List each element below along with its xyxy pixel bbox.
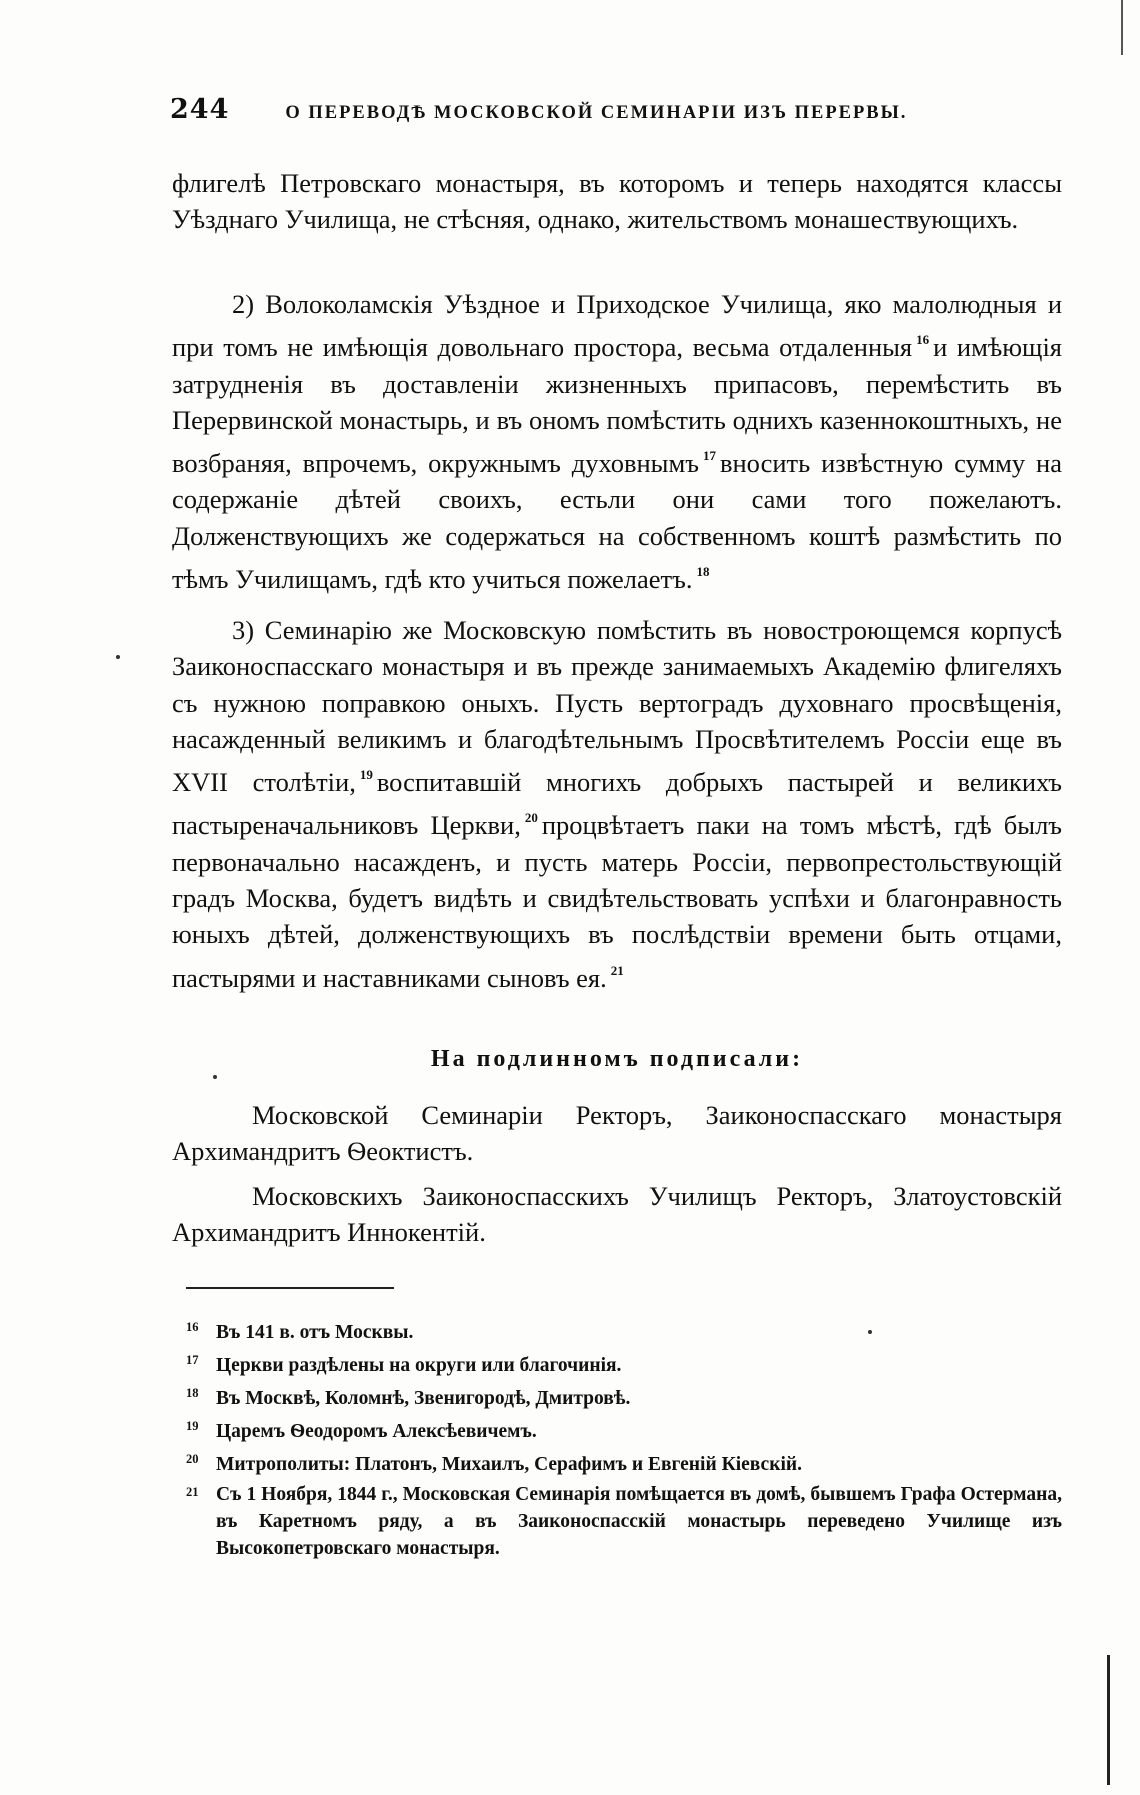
footnote-text: Въ 141 в. отъ Москвы.	[216, 1322, 414, 1343]
footnote-text: Церкви раздѣлены на округи или благочинія.	[216, 1355, 622, 1376]
paragraph-text: и имѣющія затрудненія въ доставленіи жизненныхъ припасовъ, перемѣстить въ Перервинской монастырь, и въ ономъ помѣстить однихъ казеннокоштныхъ, не возбраняя, впрочемъ, окружнымъ духовнымъ	[172, 332, 1062, 479]
footnote-ref-21: 21	[610, 962, 624, 978]
paragraph-text: процвѣтаетъ паки на томъ мѣстѣ, гдѣ былъ первоначально насажденъ, и пусть матерь Россіи, первопрестольствующій градъ Москва, будетъ видѣть и свидѣтельствовать успѣхи и благонравность юныхъ дѣтей, долженствующихъ въ послѣдствіи времени быть отцами, пастырями и наставниками сыновъ ея.	[172, 810, 1062, 993]
footnote-ref-16: 16	[916, 332, 930, 348]
footnote-number: 16	[186, 1320, 199, 1334]
scan-speck	[868, 1330, 872, 1334]
paragraph-text: воспитавшій многихъ добрыхъ пастырей и великихъ пастыреначальниковъ Церкви,	[172, 767, 1062, 841]
paragraph-text: 2) Волоколамскія Уѣздное и Приходское Училища, яко малолюдныя и при томъ не имѣющія довольнаго простора, весьма отдаленныя	[172, 289, 1062, 363]
scan-edge-mark	[1107, 1655, 1110, 1785]
footnote-item	[186, 1415, 1062, 1448]
signature-line: Московскихъ Заиконоспасскихъ Училищъ Ректоръ, Златоустовскій Архимандритъ Иннокентій.	[172, 1181, 1062, 1247]
footnote-item	[186, 1448, 1062, 1481]
footnotes	[186, 1316, 1062, 1562]
paragraph-text: вносить извѣстную сумму на содержаніе дѣтей своихъ, естьли они сами того пожелаютъ. Долженствующихъ же содержаться на собственномъ коштѣ размѣстить по тѣмъ Училищамъ, гдѣ кто учиться пожелаетъ.	[172, 448, 1062, 595]
paragraph-2	[172, 286, 1062, 597]
footnote-ref-18: 18	[696, 564, 710, 580]
footnote-item	[186, 1382, 1062, 1415]
paragraph-text: флигелѣ Петровскаго монастыря, въ которомъ и теперь находятся классы Уѣзднаго Училища, не стѣсняя, однако, жительствомъ монашествующихъ.	[172, 168, 1062, 235]
footnote-ref-17: 17	[702, 448, 716, 464]
footnote-number: 19	[186, 1419, 199, 1433]
signed-heading: На подлинномъ подписали:	[430, 1046, 804, 1072]
footnote-number: 17	[186, 1353, 199, 1367]
footnote-text: Царемъ Ѳеодоромъ Алексѣевичемъ.	[216, 1421, 537, 1442]
footnote-item	[186, 1316, 1062, 1349]
footnote-ref-20: 20	[524, 810, 538, 826]
footnote-number: 21	[186, 1485, 199, 1499]
paragraph-text: 3) Семинарію же Московскую помѣстить въ новостроющемся корпусѣ Заиконоспасскаго монастыря и въ прежде занимаемыхъ Академію флигеляхъ съ нужною поправкою оныхъ. Пусть вертоградъ духовнаго просвѣщенія, насажденный великимъ и благодѣтельнымъ Просвѣтителемъ Россіи еще въ XVII столѣтіи,	[172, 615, 1062, 798]
scan-edge-mark	[1121, 0, 1123, 55]
paragraph-continuation	[172, 165, 1062, 238]
scan-speck	[213, 1075, 217, 1079]
page-number: 244	[170, 94, 230, 125]
footnote-text: Митрополиты: Платонъ, Михаилъ, Серафимъ и Евгеній Кіевскій.	[216, 1454, 802, 1475]
footnote-divider	[186, 1287, 394, 1289]
footnote-item	[186, 1349, 1062, 1382]
footnote-item	[186, 1481, 1062, 1562]
scan-speck	[116, 655, 120, 659]
footnote-text: Въ Москвѣ, Коломнѣ, Звенигородѣ, Дмитровѣ.	[216, 1388, 631, 1409]
page-header	[170, 94, 970, 125]
footnote-number: 20	[186, 1452, 199, 1466]
running-title: О ПЕРЕВОДѢ МОСКОВСКОЙ СЕМИНАРІИ ИЗЪ ПЕРЕРВЫ.	[285, 103, 908, 123]
footnote-number: 18	[186, 1386, 199, 1400]
footnote-ref-19: 19	[359, 767, 373, 783]
footnote-text: Съ 1 Ноября, 1844 г., Московская Семинарія помѣщается въ домѣ, бывшемъ Графа Остермана, въ Каретномъ ряду, а въ Заиконоспасскій монастырь переведено Училище изъ Высокопетровскаго монастыря.	[216, 1484, 1062, 1559]
signature-line: Московской Семинаріи Ректоръ, Заиконоспасскаго монастыря Архимандритъ Ѳеоктистъ.	[172, 1100, 1062, 1166]
paragraph-3	[172, 612, 1062, 996]
